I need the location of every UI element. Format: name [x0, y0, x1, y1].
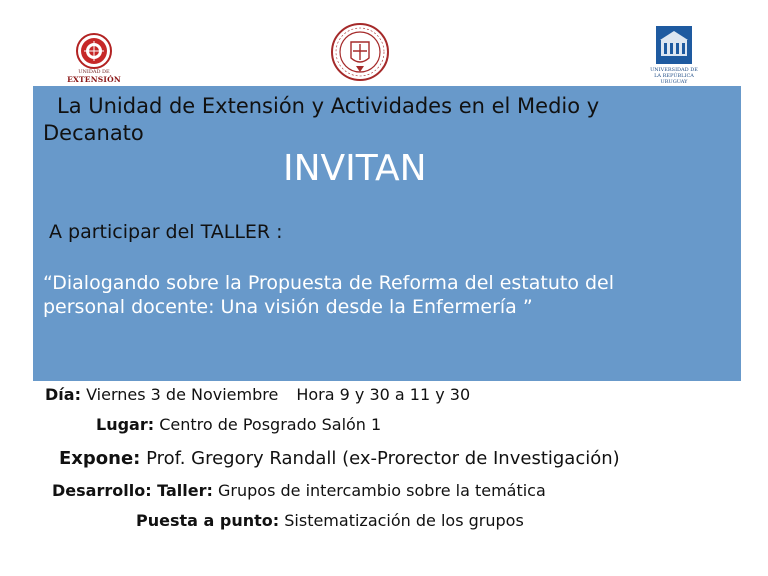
extension-logo-caption-bottom: EXTENSIÓN [67, 75, 121, 84]
wrap-up-line [136, 511, 524, 530]
development-line [52, 481, 546, 500]
expone-value: Prof. Gregory Randall (ex-Prorector de Investigación) [146, 448, 620, 469]
desarrollo-label: Desarrollo: Taller: [52, 481, 213, 500]
lugar-label: Lugar: [96, 415, 155, 434]
extension-logo-caption-top: UNIDAD DE [78, 69, 110, 75]
organizers-title-line2: Decanato [43, 121, 144, 145]
hora-value: Hora 9 y 30 a 11 y 30 [296, 385, 471, 404]
desarrollo-value: Grupos de intercambio sobre la temática [218, 481, 546, 500]
invitan-heading: INVITAN [283, 148, 427, 189]
workshop-title-line1: “Dialogando sobre la Propuesta de Reforma del estatuto del [43, 272, 615, 294]
dia-value: Viernes 3 de Noviembre [86, 385, 279, 404]
lugar-value: Centro de Posgrado Salón 1 [159, 415, 382, 434]
date-time-line [45, 385, 470, 404]
location-line [96, 415, 381, 434]
nursing-faculty-seal-icon [329, 22, 391, 82]
workshop-title-line2: personal docente: Una visión desde la Enfermería ” [43, 296, 533, 318]
puesta-label: Puesta a punto: [136, 511, 280, 530]
organizers-title-line1: La Unidad de Extensión y Actividades en el Medio y [57, 94, 600, 118]
puesta-value: Sistematización de los grupos [284, 511, 524, 530]
invitation-banner [33, 86, 741, 381]
participate-text: A participar del TALLER : [49, 221, 283, 243]
university-logo-caption: UNIVERSIDAD DE LA REPÚBLICA URUGUAY [650, 67, 698, 85]
speaker-line [59, 448, 620, 469]
dia-label: Día: [45, 385, 81, 404]
expone-label: Expone: [59, 448, 141, 469]
